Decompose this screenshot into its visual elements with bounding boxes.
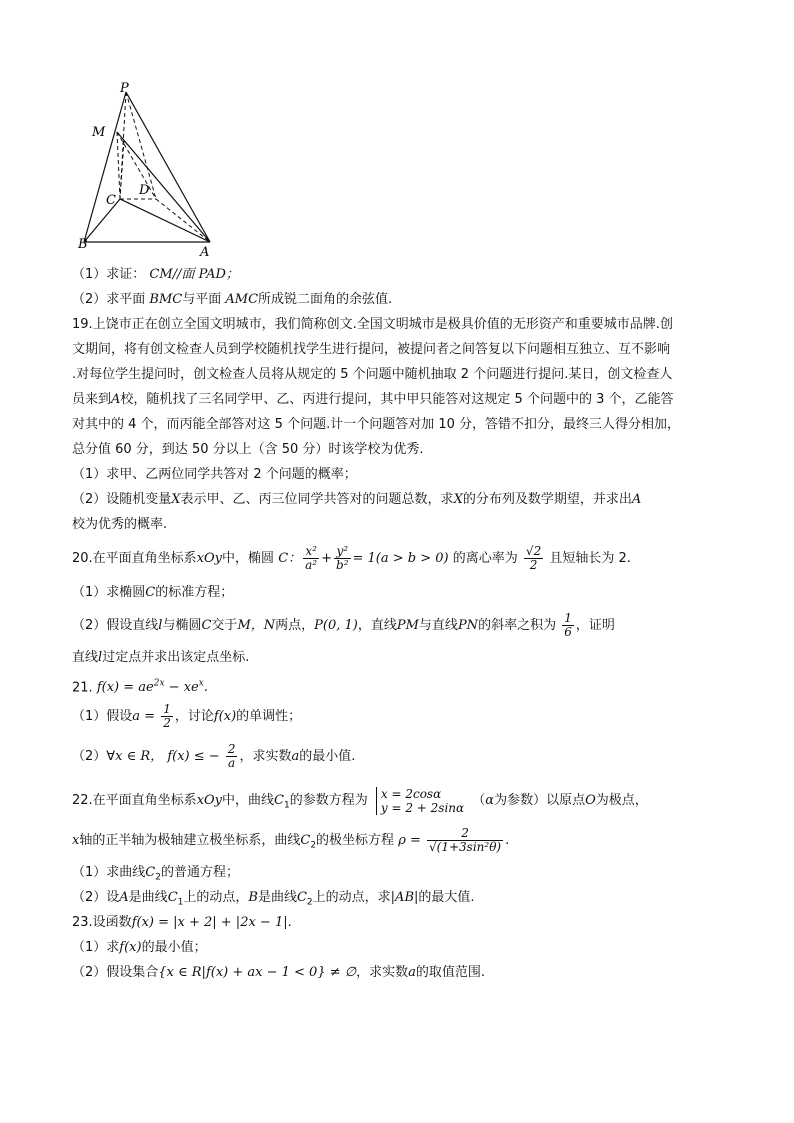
q19-line6: 总分值 60 分，到达 50 分以上（含 50 分）时该学校为优秀. (72, 442, 424, 457)
label-m: M (92, 125, 106, 140)
q20-part2-cont: 直线l过定点并求出该定点坐标. (72, 650, 250, 665)
pyramid-figure (72, 80, 232, 260)
q21-part2: （2）∀x ∈ R， f(x) ≤ − $\frac{2}{a}$ ，求实数a的最小值. (72, 742, 356, 770)
q19-line3: .对每位学生提问时，创文检查人员将从规定的 5 个问题中随机抽取 2 个问题进行提问.某日，创文检查人 (72, 367, 673, 382)
q19-line2: 文期间，将有创文检查人员到学校随机找学生进行提问，被提问者之间答复以下问题相互独立、互不影响 (72, 342, 671, 357)
label-b: B (78, 237, 88, 252)
q19-line1: 19.上饶市正在创立全国文明城市，我们简称创文.全国文明城市是极具价值的无形资产和重要城市品牌.创 (72, 317, 673, 332)
q22-stem: 22.在平面直角坐标系xOy中，曲线$C_1$的参数方程为 x = 2cosα y = 2 + 2sinα （α为参数）以原点O为极点， (72, 786, 648, 815)
q20-stem: 20.在平面直角坐标系xOy中，椭圆 C： $\frac{\text{x²}}{\text{a²}}$ + $\frac{\text{y²}}{\text{b²}}$ = 1(a > b > 0) 的离心率为 $\frac{√2}{2}$ 且短轴长为 2. (72, 544, 631, 572)
label-p: P (120, 81, 129, 96)
label-a: A (200, 245, 210, 260)
q18-part2: （2）求平面 BMC与平面 AMC所成锐二面角的余弦值. (72, 292, 393, 307)
q22-part2: （2）设A是曲线$C_1$上的动点，B是曲线$C_2$上的动点，求|AB|的最大值. (72, 890, 475, 908)
q18-part1: （1）求证： CM//面 PAD； (72, 267, 239, 282)
q21-part1: （1）假设a = $\frac{1}{2}$ ，讨论f(x)的单调性； (72, 702, 302, 730)
q21-stem: 21. $f(x) = ae^{2x} - xe^x$. (72, 679, 208, 696)
q23-part1: （1）求f(x)的最小值； (72, 940, 207, 955)
q22-stem-cont: x轴的正半轴为极轴建立极坐标系，曲线$C_2$的极坐标方程 ρ = $\frac{2}{\text{√(1+3sin²θ)}}$ . (72, 826, 510, 854)
q23-stem: 23.设函数f(x) = |x + 2| + |2x − 1|. (72, 915, 292, 930)
label-d: D (139, 183, 150, 198)
q19-line5: 对其中的 4 个，而丙能全部答对这 5 个问题.计一个问题答对加 10 分，答错不扣分，最终三人得分相加， (72, 417, 681, 432)
label-c: C (106, 193, 116, 208)
q19-part2-cont: 校为优秀的概率. (72, 517, 168, 532)
q20-part1: （1）求椭圆C的标准方程； (72, 585, 234, 600)
q23-part2: （2）假设集合{x ∈ R|f(x) + ax − 1 < 0} ≠ ∅，求实数a的取值范围. (72, 965, 485, 980)
q22-part1: （1）求曲线$C_2$的普通方程； (72, 865, 239, 883)
q20-part2: （2）假设直线l与椭圆C交于M，N两点，P(0, 1)，直线PM与直线PN的斜率之积为 $\frac{1}{6}$ ，证明 (72, 611, 615, 639)
q19-line4: 员来到A校，随机找了三名同学甲、乙、丙进行提问，其中甲只能答对这规定 5 个问题中的 3 个，乙能答 (72, 392, 674, 407)
q19-part2: （2）设随机变量X表示甲、乙、丙三位同学共答对的问题总数，求X的分布列及数学期望，并求出A (72, 492, 642, 507)
q19-part1: （1）求甲、乙两位同学共答对 2 个问题的概率； (72, 467, 357, 482)
